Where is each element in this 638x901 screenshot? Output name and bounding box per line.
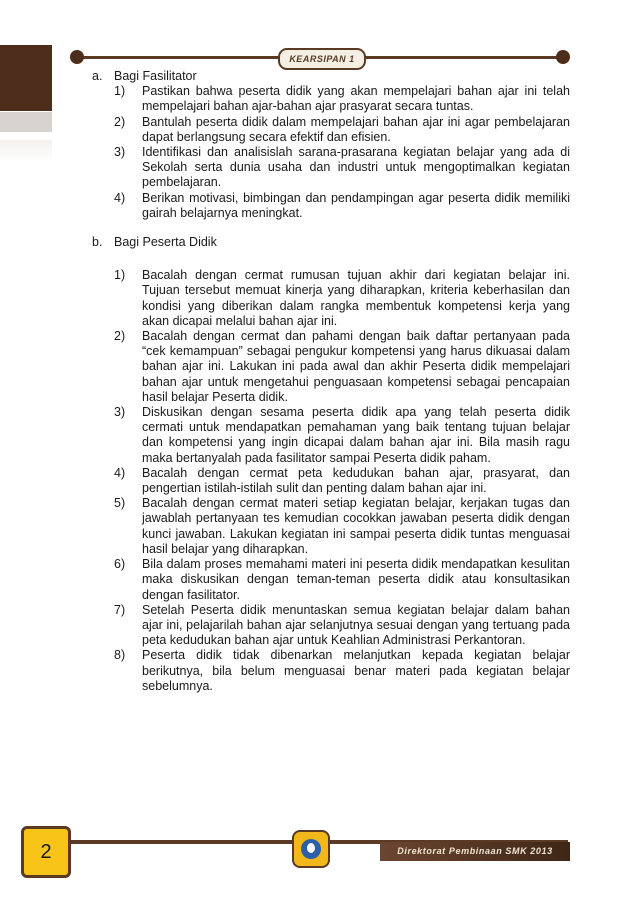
header-left-dot bbox=[70, 50, 84, 64]
section-label: b. bbox=[92, 235, 103, 250]
item-number: 1) bbox=[114, 84, 126, 99]
item-text: Bacalah dengan cermat dan pahami dengan baik daftar pertanyaan pada “cek kemampuan” sebagai pengukur kompetensi yang harus dikuasai dalam bahan ajar ini. Lakukan ini pada awal dan akhir Peserta didik mempelajari bahan ajar untuk mengetahui penguasaan kompetensi sebagai pencapaian hasil belajar Peserta didik. bbox=[142, 329, 570, 404]
item-text: Identifikasi dan analisislah sarana-prasarana kegiatan belajar yang ada di Sekolah serta dunia usaha dan industri untuk mengoptimalkan kegiatan pembelajaran. bbox=[142, 145, 570, 190]
item-text: Setelah Peserta didik menuntaskan semua kegiatan belajar dalam bahan ajar ini, pelajarilah bahan ajar selanjutnya sesuai dengan yang tertuang pada peta kedudukan bahan ajar untuk Keahlian Administrasi Perkantoran. bbox=[142, 602, 570, 648]
item-text: Bacalah dengan cermat materi setiap kegiatan belajar, kerjakan tugas dan jawablah pertanyaan tes kemudian cocokkan jawaban peserta didik dengan kunci jawaban. Lakukan kegiatan ini sampai peserta didik tuntas menguasai hasil belajar yang diharapkan. bbox=[142, 496, 570, 556]
list-item bbox=[114, 557, 570, 603]
list-item bbox=[114, 84, 570, 114]
item-text: Pastikan bahwa peserta didik yang akan mempelajari bahan ajar ini telah mempelajari bahan ajar-bahan ajar prasyarat secara tuntas. bbox=[142, 84, 570, 114]
item-text: Diskusikan dengan sesama peserta didik apa yang telah peserta didik cermati untuk mendapatkan pemahaman yang baik tentang tujuan belajar dan kompetensi yang ingin dicapai dalam bahan ajar ini. Bila masih ragu maka bertanyalah pada fasilitator sampai Peserta didik paham. bbox=[142, 405, 570, 465]
list-item bbox=[114, 496, 570, 557]
section-peserta-didik bbox=[86, 235, 570, 694]
section-title: Bagi Peserta Didik bbox=[114, 235, 217, 250]
item-number: 5) bbox=[114, 496, 126, 511]
item-number: 2) bbox=[114, 114, 126, 129]
item-text: Bila dalam proses memahami materi ini peserta didik mendapatkan kesulitan maka diskusikan dengan teman-teman peserta didik atau konsultasikan dengan fasilitator. bbox=[142, 557, 570, 602]
section-fasilitator bbox=[86, 69, 570, 221]
list-item bbox=[114, 405, 570, 466]
item-number: 7) bbox=[114, 602, 126, 617]
item-number: 6) bbox=[114, 557, 126, 572]
item-number: 4) bbox=[114, 190, 126, 205]
item-text: Berikan motivasi, bimbingan dan pendampingan agar peserta didik memiliki gairah belajarnya meningkat. bbox=[142, 190, 570, 220]
list-item bbox=[114, 191, 570, 221]
item-number: 8) bbox=[114, 648, 126, 663]
item-number: 2) bbox=[114, 329, 126, 344]
item-text: Peserta didik tidak dibenarkan melanjutkan kepada kegiatan belajar berikutnya, bila belum menguasai benar materi pada kegiatan belajar sebelumnya. bbox=[142, 648, 570, 693]
item-number: 4) bbox=[114, 465, 126, 480]
list-item bbox=[114, 329, 570, 405]
item-number: 3) bbox=[114, 145, 126, 160]
instruction-list bbox=[114, 84, 570, 221]
item-number: 3) bbox=[114, 405, 126, 420]
list-item bbox=[114, 145, 570, 191]
list-item bbox=[114, 268, 570, 329]
instruction-list bbox=[114, 268, 570, 694]
decor-square-dark bbox=[0, 45, 52, 111]
section-title: Bagi Fasilitator bbox=[114, 69, 197, 83]
item-text: Bacalah dengan cermat peta kedudukan bahan ajar, prasyarat, dan pengertian istilah-istilah sulit dan penting dalam bahan ajar ini. bbox=[142, 465, 570, 496]
list-item bbox=[114, 603, 570, 649]
page-number: 2 bbox=[21, 826, 71, 878]
footer-publisher-bar: Direktorat Pembinaan SMK 2013 bbox=[380, 842, 570, 861]
list-item bbox=[114, 115, 570, 145]
decor-square-light bbox=[0, 112, 52, 132]
header-right-dot bbox=[556, 50, 570, 64]
school-logo-icon bbox=[292, 830, 330, 868]
section-label: a. bbox=[92, 69, 103, 83]
item-text: Bantulah peserta didik dalam mempelajari bahan ajar ini agar pembelajaran dapat berlangsung secara efektif dan efisien. bbox=[142, 114, 570, 144]
item-text: Bacalah dengan cermat rumusan tujuan akhir dari kegiatan belajar ini. Tujuan tersebut memuat kinerja yang diharapkan, kriteria keberhasilan dan kondisi yang diberikan dalam rangka membentuk kompetensi kerja yang akan dicapai melalui bahan ajar ini. bbox=[142, 268, 570, 328]
item-number: 1) bbox=[114, 268, 126, 283]
page-content bbox=[86, 69, 570, 694]
header-tab: KEARSIPAN 1 bbox=[278, 48, 366, 70]
decor-square-fade bbox=[0, 140, 52, 162]
list-item bbox=[114, 466, 570, 496]
list-item bbox=[114, 648, 570, 694]
